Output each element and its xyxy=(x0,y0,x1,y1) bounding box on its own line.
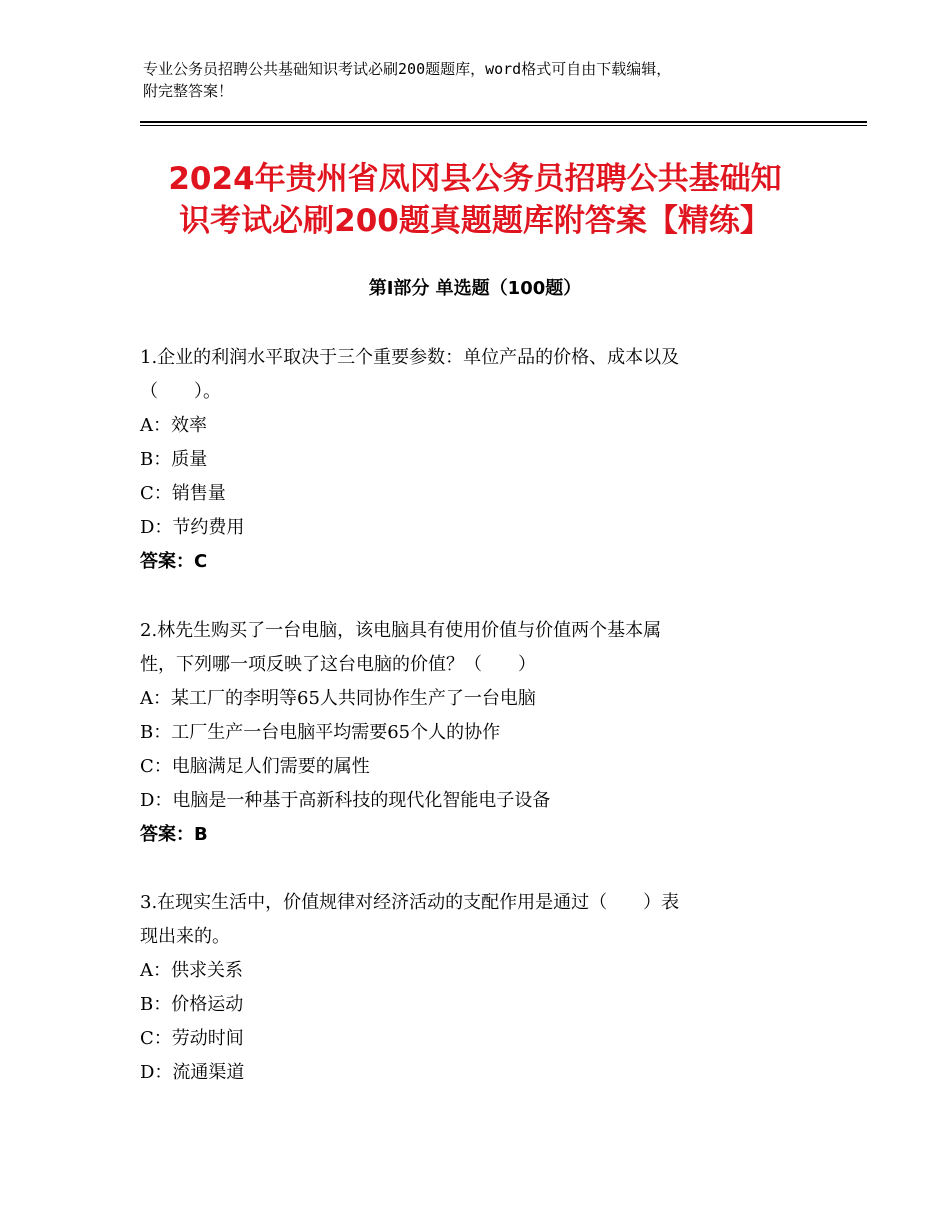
document-title-line-2: 识考试必刷200题真题题库附答案【精练】 xyxy=(179,203,771,239)
question-stem-line-2: 性，下列哪一项反映了这台电脑的价值？（ ） xyxy=(140,654,536,675)
question-stem-line-2: 现出来的。 xyxy=(140,926,230,947)
answer: 答案：C xyxy=(140,551,208,572)
section-heading: 第Ⅰ部分 单选题（100题） xyxy=(368,278,582,299)
answer: 答案：B xyxy=(140,824,208,845)
document-title xyxy=(120,158,830,242)
option-b: B：价格运动 xyxy=(140,994,244,1015)
option-d: D：节约费用 xyxy=(140,517,245,538)
question-1 xyxy=(140,341,820,579)
option-b: B：质量 xyxy=(140,449,208,470)
option-c: C：销售量 xyxy=(140,483,226,504)
question-stem-line-1: 3.在现实生活中，价值规律对经济活动的支配作用是通过（ ）表 xyxy=(140,892,680,913)
document-title-line-1: 2024年贵州省凤冈县公务员招聘公共基础知 xyxy=(168,161,782,197)
header-note-line-1: 专业公务员招聘公共基础知识考试必刷200题题库，word格式可自由下载编辑， xyxy=(143,60,672,78)
option-c: C：电脑满足人们需要的属性 xyxy=(140,756,370,777)
question-3 xyxy=(140,886,820,1090)
header-note xyxy=(143,58,843,102)
question-stem-line-1: 2.林先生购买了一台电脑，该电脑具有使用价值与价值两个基本属 xyxy=(140,620,662,641)
header-divider-thick xyxy=(140,121,867,123)
option-d: D：电脑是一种基于高新科技的现代化智能电子设备 xyxy=(140,790,551,811)
question-stem-line-2: （ ）。 xyxy=(140,381,221,402)
option-b: B：工厂生产一台电脑平均需要65个人的协作 xyxy=(140,722,501,743)
option-a: A：效率 xyxy=(140,415,207,436)
question-2 xyxy=(140,614,820,852)
header-note-line-2: 附完整答案！ xyxy=(143,82,234,100)
option-a: A：供求关系 xyxy=(140,960,243,981)
option-a: A：某工厂的李明等65人共同协作生产了一台电脑 xyxy=(140,688,536,709)
question-stem-line-1: 1.企业的利润水平取决于三个重要参数：单位产品的价格、成本以及 xyxy=(140,347,680,368)
option-d: D：流通渠道 xyxy=(140,1062,245,1083)
option-c: C：劳动时间 xyxy=(140,1028,244,1049)
header-divider-thin xyxy=(140,125,867,126)
